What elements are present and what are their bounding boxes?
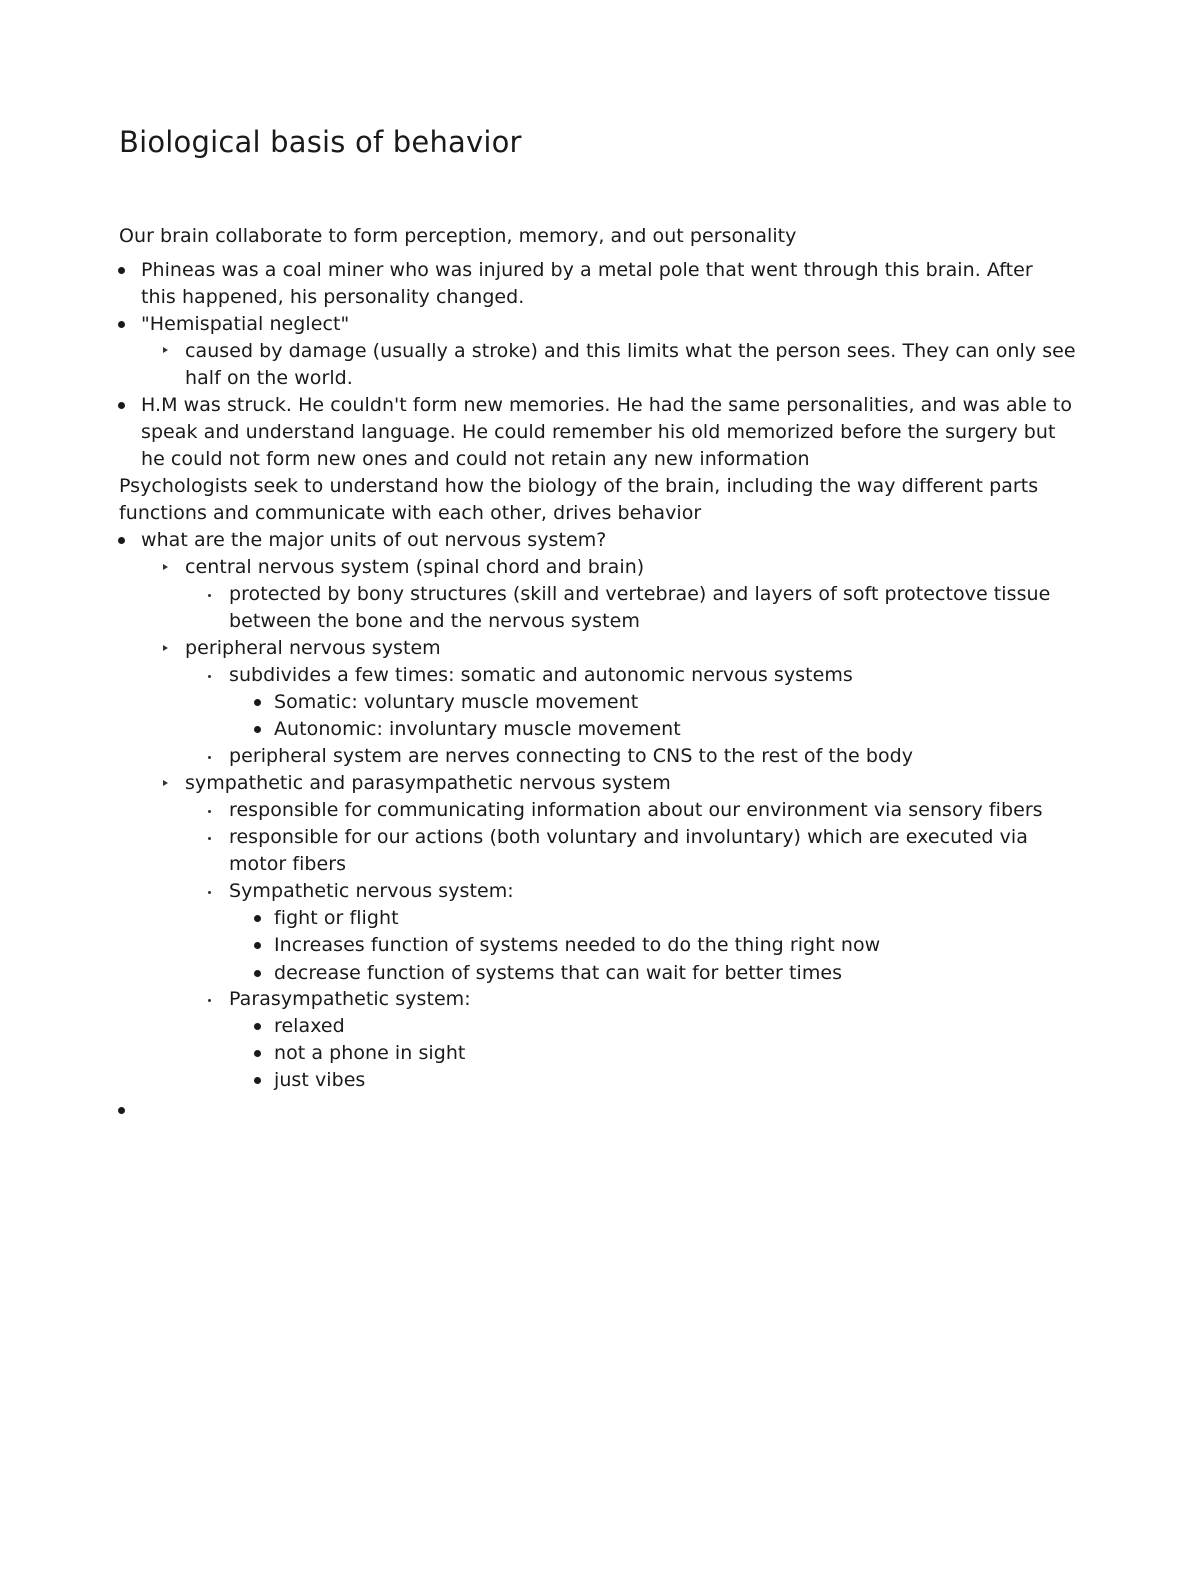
small-bullet-icon <box>208 810 211 813</box>
phineas-line-2: this happened, his personality changed. <box>141 286 525 308</box>
hm-line-2: speak and understand language. He could remember his old memorized before the surgery but <box>141 421 1056 443</box>
intro-text: Our brain collaborate to form perception, memory, and out personality <box>119 225 797 247</box>
somatic-item: Somatic: voluntary muscle movement <box>274 691 639 713</box>
vibes-item: just vibes <box>274 1069 366 1091</box>
bullet-icon <box>254 1050 261 1057</box>
small-bullet-icon <box>208 891 211 894</box>
small-bullet-icon <box>208 999 211 1002</box>
symp-para-item: sympathetic and parasympathetic nervous system <box>185 772 671 794</box>
bullet-icon <box>254 699 261 706</box>
bullet-icon <box>254 915 261 922</box>
motor-line-1: responsible for our actions (both voluntary and involuntary) which are executed via <box>229 826 1028 848</box>
hemispatial-title: "Hemispatial neglect" <box>141 313 350 335</box>
small-bullet-icon <box>208 756 211 759</box>
page-title: Biological basis of behavior <box>119 125 522 159</box>
bullet-icon <box>118 267 125 274</box>
small-bullet-icon <box>208 594 211 597</box>
hemispatial-line-1: caused by damage (usually a stroke) and this limits what the person sees. They can only see <box>185 340 1076 362</box>
empty-bullet-icon <box>118 1107 125 1114</box>
cns-protect-line-2: between the bone and the nervous system <box>229 610 640 632</box>
units-question: what are the major units of out nervous system? <box>141 529 607 551</box>
bullet-icon <box>254 1077 261 1084</box>
sensory-item: responsible for communicating information about our environment via sensory fibers <box>229 799 1043 821</box>
motor-line-2: motor fibers <box>229 853 347 875</box>
triangle-bullet-icon <box>163 780 168 786</box>
pns-item: peripheral nervous system <box>185 637 441 659</box>
bullet-icon <box>254 726 261 733</box>
psychologists-line-2: functions and communicate with each other, drives behavior <box>119 502 702 524</box>
relaxed-item: relaxed <box>274 1015 345 1037</box>
bullet-icon <box>254 970 261 977</box>
bullet-icon <box>254 942 261 949</box>
pns-subdivides: subdivides a few times: somatic and autonomic nervous systems <box>229 664 853 686</box>
triangle-bullet-icon <box>163 347 168 353</box>
decrease-function: decrease function of systems that can wait for better times <box>274 962 843 984</box>
bullet-icon <box>118 402 125 409</box>
parasympathetic-title: Parasympathetic system: <box>229 988 471 1010</box>
psychologists-line-1: Psychologists seek to understand how the biology of the brain, including the way different parts <box>119 475 1039 497</box>
fight-or-flight: fight or flight <box>274 907 399 929</box>
pns-nerves: peripheral system are nerves connecting to CNS to the rest of the body <box>229 745 914 767</box>
bullet-icon <box>118 537 125 544</box>
phone-item: not a phone in sight <box>274 1042 466 1064</box>
triangle-bullet-icon <box>163 645 168 651</box>
small-bullet-icon <box>208 675 211 678</box>
hemispatial-line-2: half on the world. <box>185 367 353 389</box>
cns-item: central nervous system (spinal chord and brain) <box>185 556 645 578</box>
hm-line-1: H.M was struck. He couldn't form new memories. He had the same personalities, and was able to <box>141 394 1073 416</box>
small-bullet-icon <box>208 837 211 840</box>
triangle-bullet-icon <box>163 564 168 570</box>
cns-protect-line-1: protected by bony structures (skill and vertebrae) and layers of soft protectove tissue <box>229 583 1051 605</box>
bullet-icon <box>254 1023 261 1030</box>
sympathetic-title: Sympathetic nervous system: <box>229 880 514 902</box>
bullet-icon <box>118 321 125 328</box>
increase-function: Increases function of systems needed to do the thing right now <box>274 934 881 956</box>
phineas-line-1: Phineas was a coal miner who was injured by a metal pole that went through this brain. After <box>141 259 1033 281</box>
autonomic-item: Autonomic: involuntary muscle movement <box>274 718 681 740</box>
hm-line-3: he could not form new ones and could not retain any new information <box>141 448 810 470</box>
